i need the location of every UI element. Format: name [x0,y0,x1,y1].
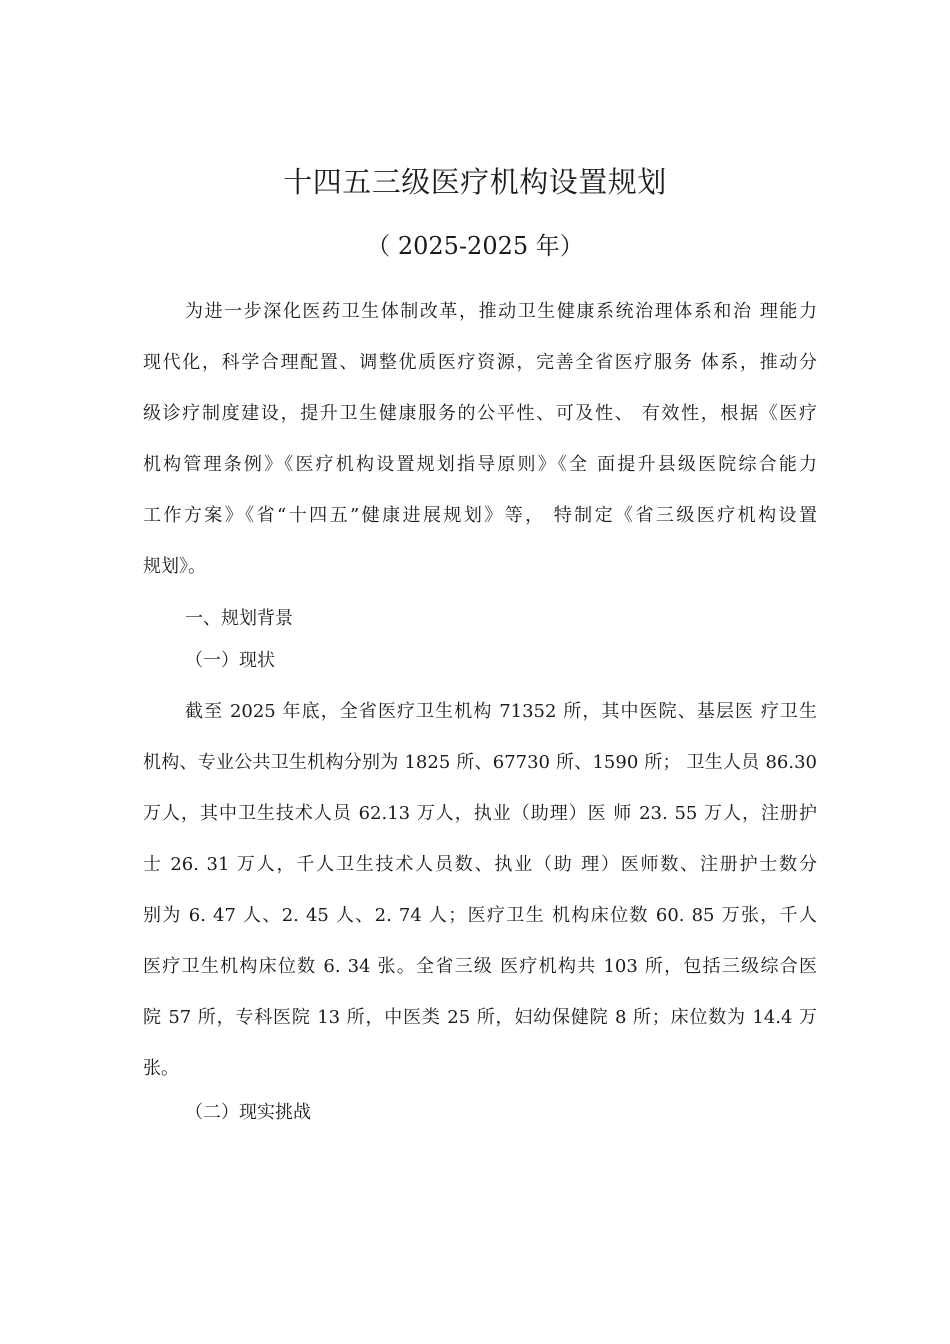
intro-paragraph [143,286,817,592]
status-line: 别为 6. 47 人、2. 45 人、2. 74 人；医疗卫生 机构床位数 60. 85 万张，千人 [143,905,817,926]
intro-line: 现代化，科学合理配置、调整优质医疗资源，完善全省医疗服务 体系，推动分 [143,352,817,373]
status-line: 张。 [143,1058,179,1079]
status-line: 截至 2025 年底，全省医疗卫生机构 71352 所，其中医院、基层医 疗卫生 [185,701,817,722]
status-line: 机构、专业公共卫生机构分别为 1825 所、67730 所、1590 所； 卫生人员 86.30 [143,752,817,773]
status-line: 医疗卫生机构床位数 6. 34 张。全省三级 医疗机构共 103 所，包括三级综合医 [143,956,817,977]
intro-line: 规划》。 [143,556,206,577]
status-paragraph [143,686,817,1094]
status-line: 士 26. 31 万人，千人卫生技术人员数、执业（助 理）医师数、注册护士数分 [143,854,817,875]
status-line: 院 57 所，专科医院 13 所，中医类 25 所，妇幼保健院 8 所；床位数为 14.4 万 [143,1007,817,1028]
status-line: 万人，其中卫生技术人员 62.13 万人，执业（助理）医 师 23. 55 万人，注册护 [143,803,817,824]
intro-line: 机构管理条例》《医疗机构设置规划指导原则》《全 面提升县级医院综合能力 [143,454,817,475]
subsection-heading: （一）现状 [185,650,275,671]
subsection-heading: （二）现实挑战 [185,1102,311,1123]
intro-line: 为进一步深化医药卫生体制改革，推动卫生健康系统治理体系和治 理能力 [185,301,817,322]
intro-line: 级诊疗制度建设，提升卫生健康服务的公平性、可及性、 有效性，根据《医疗 [143,403,817,424]
document-subtitle: （ 2025-2025 年） [366,232,584,260]
section-heading: 一、规划背景 [185,608,293,629]
intro-line: 工作方案》《省“十四五”健康进展规划》等， 特制定《省三级医疗机构设置 [143,505,817,526]
document-title: 十四五三级医疗机构设置规划 [283,165,667,199]
